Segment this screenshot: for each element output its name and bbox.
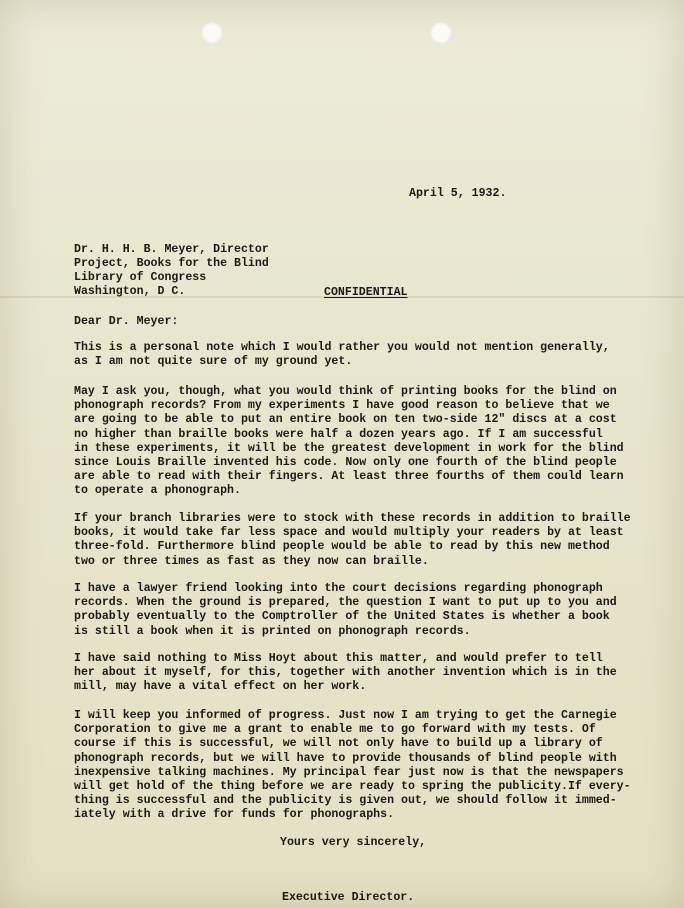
paragraph-line: are able to read with their fingers. At least three fourths of them could learn bbox=[74, 470, 624, 484]
paragraph-line: two or three times as fast as they now can braille. bbox=[74, 554, 429, 568]
paragraph-line: as I am not quite sure of my ground yet. bbox=[74, 355, 353, 369]
paragraph-6 bbox=[74, 709, 674, 823]
paragraph-3 bbox=[74, 512, 674, 569]
paragraph-line: phonograph records, but we will have to provide thousands of blind people with bbox=[74, 751, 617, 765]
paragraph-line: I have said nothing to Miss Hoyt about this matter, and would prefer to tell bbox=[74, 652, 603, 665]
paragraph-line: books, it would take far less space and would multiply your readers by at least bbox=[74, 526, 624, 540]
paragraph-line: three-fold. Furthermore blind people would be able to read by this new method bbox=[74, 540, 610, 554]
salutation: Dear Dr. Meyer: bbox=[74, 315, 179, 328]
paragraph-4 bbox=[74, 582, 674, 639]
paragraph-5 bbox=[74, 652, 674, 695]
paragraph-line: course if this is successful, we will not only have to build up a library of bbox=[74, 737, 603, 751]
paragraph-line: iately with a drive for funds for phonographs. bbox=[74, 808, 395, 822]
paragraph-line: probably eventually to the Comptroller of the United States is whether a book bbox=[74, 610, 610, 624]
paragraph-1 bbox=[74, 341, 674, 369]
recipient-line-1: Dr. H. H. B. Meyer, Director bbox=[74, 243, 269, 256]
punch-hole-left bbox=[201, 22, 223, 44]
paragraph-line: records. When the ground is prepared, the question I want to put up to you and bbox=[74, 596, 617, 610]
paragraph-line: May I ask you, though, what you would think of printing books for the blind on bbox=[74, 385, 617, 398]
paragraph-line: This is a personal note which I would rather you would not mention generally, bbox=[74, 341, 610, 354]
confidential-marking: CONFIDENTIAL bbox=[324, 286, 408, 299]
paragraph-line: I have a lawyer friend looking into the court decisions regarding phonograph bbox=[74, 582, 603, 595]
paragraph-2 bbox=[74, 385, 674, 499]
paragraph-line: will get hold of the thing before we are ready to spring the publicity.If every- bbox=[74, 780, 631, 794]
recipient-line-2: Project, Books for the Blind bbox=[74, 257, 269, 270]
signature-title: Executive Director. bbox=[282, 891, 415, 904]
paragraph-line: thing is successful and the publicity is given out, we should follow it immed- bbox=[74, 794, 617, 808]
paragraph-line: are going to be able to put an entire book on ten two-side 12" discs at a cost bbox=[74, 413, 617, 427]
punch-hole-right bbox=[430, 22, 452, 44]
paragraph-line: mill, may have a vital effect on her work. bbox=[74, 680, 367, 694]
letter-date: April 5, 1932. bbox=[409, 187, 507, 200]
paragraph-line: is still a book when it is printed on phonograph records. bbox=[74, 624, 471, 638]
paragraph-line: no higher than braille books were half a dozen years ago. If I am successful bbox=[74, 427, 603, 441]
paragraph-line: If your branch libraries were to stock with these records in addition to braille bbox=[74, 512, 631, 525]
paragraph-line: to operate a phonograph. bbox=[74, 484, 241, 498]
paragraph-line: phonograph records? From my experiments I have good reason to believe that we bbox=[74, 399, 610, 413]
recipient-line-3: Library of Congress bbox=[74, 271, 207, 284]
paragraph-line: since Louis Braille invented his code. Now only one fourth of the blind people bbox=[74, 456, 617, 470]
paragraph-line: I will keep you informed of progress. Just now I am trying to get the Carnegie bbox=[74, 709, 617, 722]
paragraph-line: inexpensive talking machines. My principal fear just now is that the newspapers bbox=[74, 765, 624, 779]
paragraph-line: in these experiments, it will be the greatest development in work for the blind bbox=[74, 441, 624, 455]
recipient-line-4: Washington, D C. bbox=[74, 285, 186, 298]
paragraph-line: Corporation to give me a grant to enable me to go forward with my tests. Of bbox=[74, 723, 596, 737]
complimentary-closing: Yours very sincerely, bbox=[280, 836, 427, 849]
paragraph-line: her about it myself, for this, together with another invention which is in the bbox=[74, 666, 617, 680]
